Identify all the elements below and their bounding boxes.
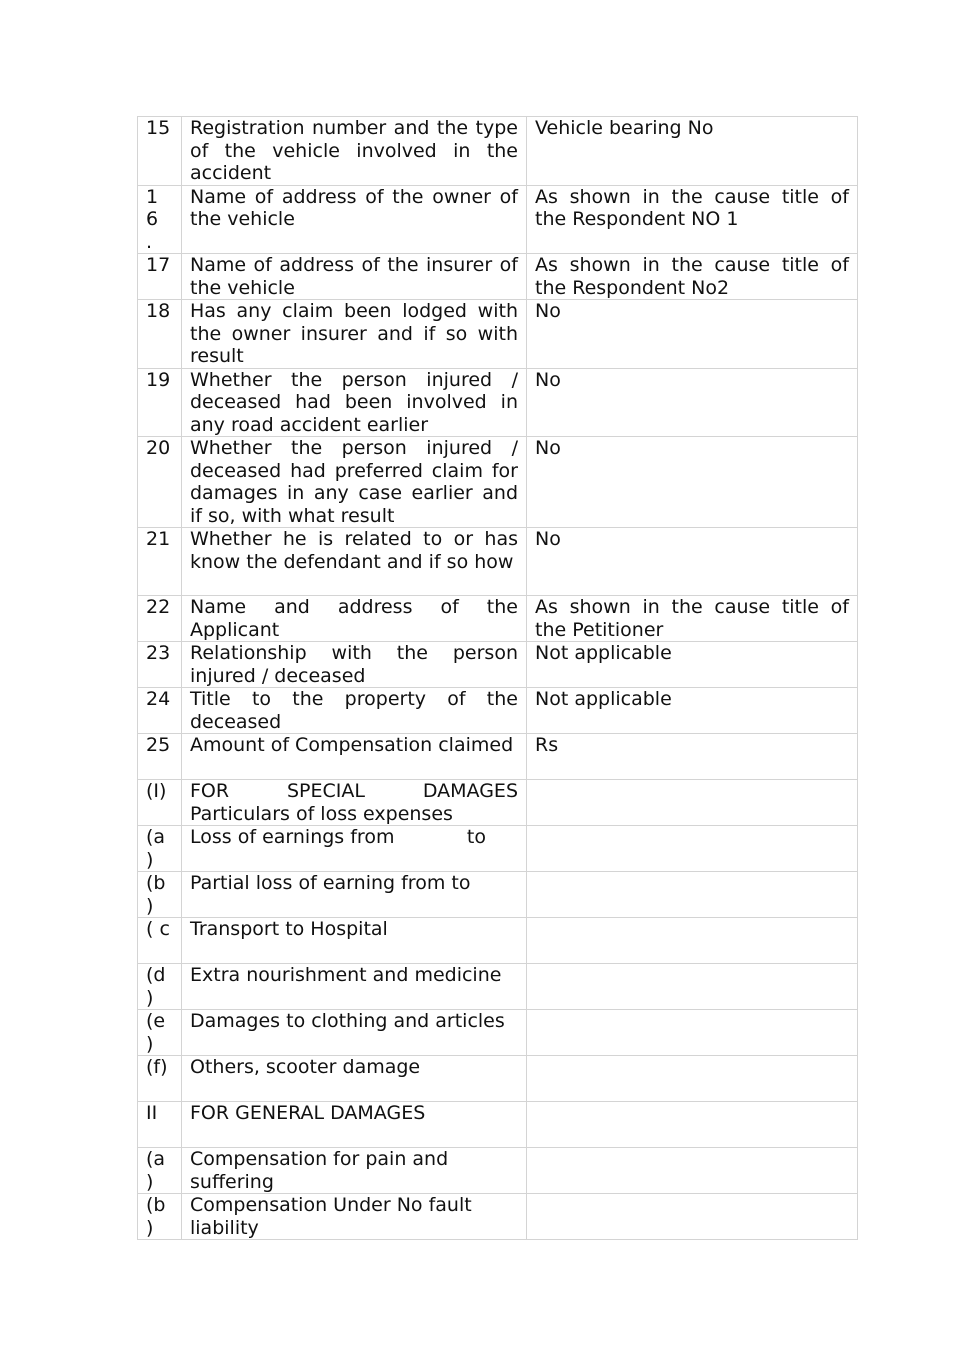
table-row — [138, 1056, 858, 1102]
row-number: 17 — [138, 254, 182, 300]
table-row — [138, 688, 858, 734]
table-row — [138, 642, 858, 688]
row-description: FOR GENERAL DAMAGES — [182, 1102, 527, 1148]
row-value: No — [527, 368, 858, 437]
table-row — [138, 734, 858, 780]
table-row — [138, 368, 858, 437]
row-number-text: (e ) — [146, 1010, 166, 1055]
row-number — [138, 964, 182, 1010]
row-description: Registration number and the type of the vehicle involved in the accident — [182, 117, 527, 186]
row-value: No — [527, 437, 858, 528]
row-number: II — [138, 1102, 182, 1148]
row-value — [527, 964, 858, 1010]
row-value — [527, 918, 858, 964]
row-value — [527, 1102, 858, 1148]
table-row — [138, 918, 858, 964]
row-description: Name of address of the owner of the vehicle — [182, 185, 527, 254]
row-value: Vehicle bearing No — [527, 117, 858, 186]
table-row — [138, 1102, 858, 1148]
row-description: Relationship with the person injured / deceased — [182, 642, 527, 688]
row-value — [527, 1010, 858, 1056]
row-description: Name and address of the Applicant — [182, 596, 527, 642]
row-number-text: (b ) — [146, 1194, 166, 1239]
row-number-text: (a ) — [146, 1148, 166, 1193]
row-description: Name of address of the insurer of the vehicle — [182, 254, 527, 300]
row-value — [527, 1194, 858, 1240]
row-number — [138, 1010, 182, 1056]
claim-particulars-table — [137, 116, 858, 1240]
row-value: As shown in the cause title of the Petitioner — [527, 596, 858, 642]
row-number-text: (b ) — [146, 872, 166, 917]
row-number — [138, 1148, 182, 1194]
table-row — [138, 254, 858, 300]
row-number-text: (a ) — [146, 826, 166, 871]
table-row — [138, 964, 858, 1010]
row-value: Not applicable — [527, 642, 858, 688]
row-number-text: 16 . — [146, 185, 159, 253]
row-number: ( c — [138, 918, 182, 964]
row-value — [527, 1148, 858, 1194]
row-description: Extra nourishment and medicine — [182, 964, 527, 1010]
table-row — [138, 437, 858, 528]
table-row — [138, 780, 858, 826]
row-value: Rs — [527, 734, 858, 780]
row-number: (I) — [138, 780, 182, 826]
row-value: As shown in the cause title of the Respondent No2 — [527, 254, 858, 300]
claim-particulars-page — [137, 116, 857, 1240]
row-number: 25 — [138, 734, 182, 780]
row-number: 20 — [138, 437, 182, 528]
row-value — [527, 826, 858, 872]
table-row — [138, 185, 858, 254]
row-value: Not applicable — [527, 688, 858, 734]
row-number — [138, 872, 182, 918]
table-row — [138, 872, 858, 918]
row-number: (f) — [138, 1056, 182, 1102]
row-description: Whether he is related to or has know the defendant and if so how — [182, 528, 527, 596]
row-number: 23 — [138, 642, 182, 688]
row-description: Others, scooter damage — [182, 1056, 527, 1102]
row-description: Whether the person injured / deceased had been involved in any road accident earlier — [182, 368, 527, 437]
row-description: Partial loss of earning from to — [182, 872, 527, 918]
row-number: 18 — [138, 300, 182, 369]
table-row — [138, 596, 858, 642]
row-description: Title to the property of the deceased — [182, 688, 527, 734]
row-description: Amount of Compensation claimed — [182, 734, 527, 780]
row-value: As shown in the cause title of the Respondent NO 1 — [527, 185, 858, 254]
row-value — [527, 780, 858, 826]
row-description: Has any claim been lodged with the owner insurer and if so with result — [182, 300, 527, 369]
row-description: Loss of earnings from to — [182, 826, 527, 872]
table-row — [138, 826, 858, 872]
row-description: Compensation for pain and suffering — [182, 1148, 527, 1194]
row-value: No — [527, 528, 858, 596]
row-number — [138, 826, 182, 872]
row-number: 19 — [138, 368, 182, 437]
row-description: FOR SPECIAL DAMAGES Particulars of loss expenses — [182, 780, 527, 826]
row-number: 21 — [138, 528, 182, 596]
row-number-text: (d ) — [146, 964, 166, 1009]
row-description: Whether the person injured / deceased had preferred claim for damages in any case earlier and if so, with what result — [182, 437, 527, 528]
table-row — [138, 1194, 858, 1240]
table-row — [138, 528, 858, 596]
row-number: 22 — [138, 596, 182, 642]
row-value: No — [527, 300, 858, 369]
row-value — [527, 1056, 858, 1102]
row-number — [138, 1194, 182, 1240]
row-number — [138, 185, 182, 254]
table-row — [138, 1010, 858, 1056]
row-description: Compensation Under No fault liability — [182, 1194, 527, 1240]
table-row — [138, 117, 858, 186]
table-row — [138, 1148, 858, 1194]
row-description: Transport to Hospital — [182, 918, 527, 964]
row-number: 24 — [138, 688, 182, 734]
row-description: Damages to clothing and articles — [182, 1010, 527, 1056]
row-number: 15 — [138, 117, 182, 186]
table-row — [138, 300, 858, 369]
row-value — [527, 872, 858, 918]
